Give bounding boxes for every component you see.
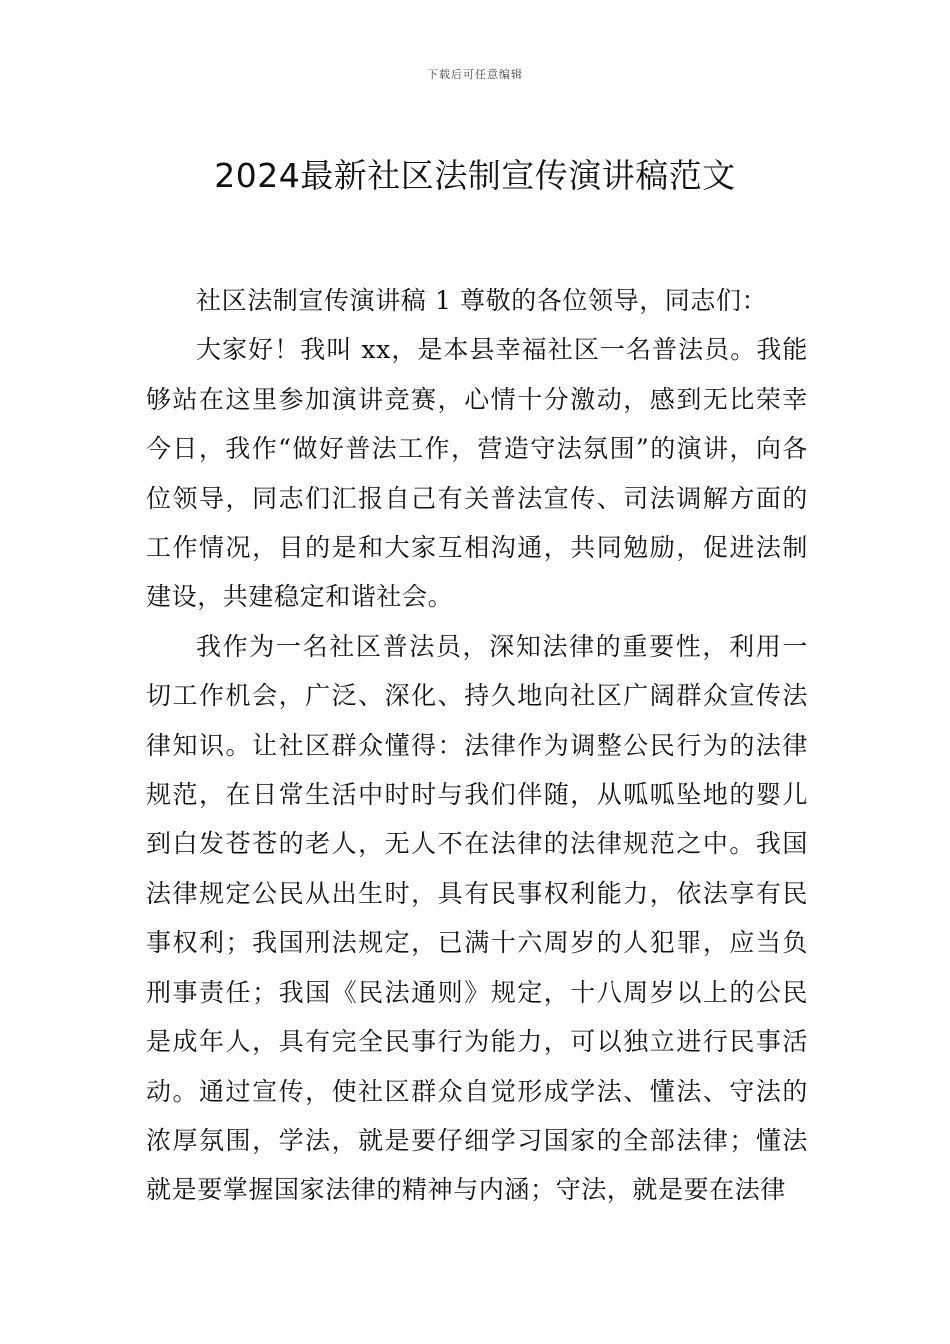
paragraph-legal-awareness: 我作为一名社区普法员，深知法律的重要性，利用一切工作机会，广泛、深化、持久地向社区广阔群众宣传法律知识。让社区群众懂得：法律作为调整公民行为的法律规范，在日常生活中时时与我们伴随，从呱呱坠地的婴儿到白发苍苍的老人，无人不在法律的法律规范之中。我国法律规定公民从出生时，具有民事权利能力，依法享有民事权利；我国刑法规定，已满十六周岁的人犯罪，应当负刑事责任；我国《民法通则》规定，十八周岁以上的公民是成年人，具有完全民事行为能力，可以独立进行民事活动。通过宣传，使社区群众自觉形成学法、懂法、守法的浓厚氛围，学法，就是要仔细学习国家的全部法律；懂法就是要掌握国家法律的精神与内涵；守法，就是要在法律 xyxy=(146,631,808,1205)
header-note: 下载后可任意编辑 xyxy=(427,68,523,81)
page-title: 2024最新社区法制宣传演讲稿范文 xyxy=(214,156,736,196)
paragraph-introduction: 大家好！我叫 xx，是本县幸福社区一名普法员。我能够站在这里参加演讲竞赛，心情十分激动，感到无比荣幸今日，我作“做好普法工作，营造守法氛围”的演讲，向各位领导，同志们汇报自己有关普法宣传、司法调解方面的工作情况，目的是和大家互相沟通，共同勉励，促进法制建设，共建稳定和谐社会。 xyxy=(146,335,808,612)
paragraph-salutation: 社区法制宣传演讲稿 1 尊敬的各位领导，同志们： xyxy=(196,286,768,315)
document-body xyxy=(146,276,808,1215)
